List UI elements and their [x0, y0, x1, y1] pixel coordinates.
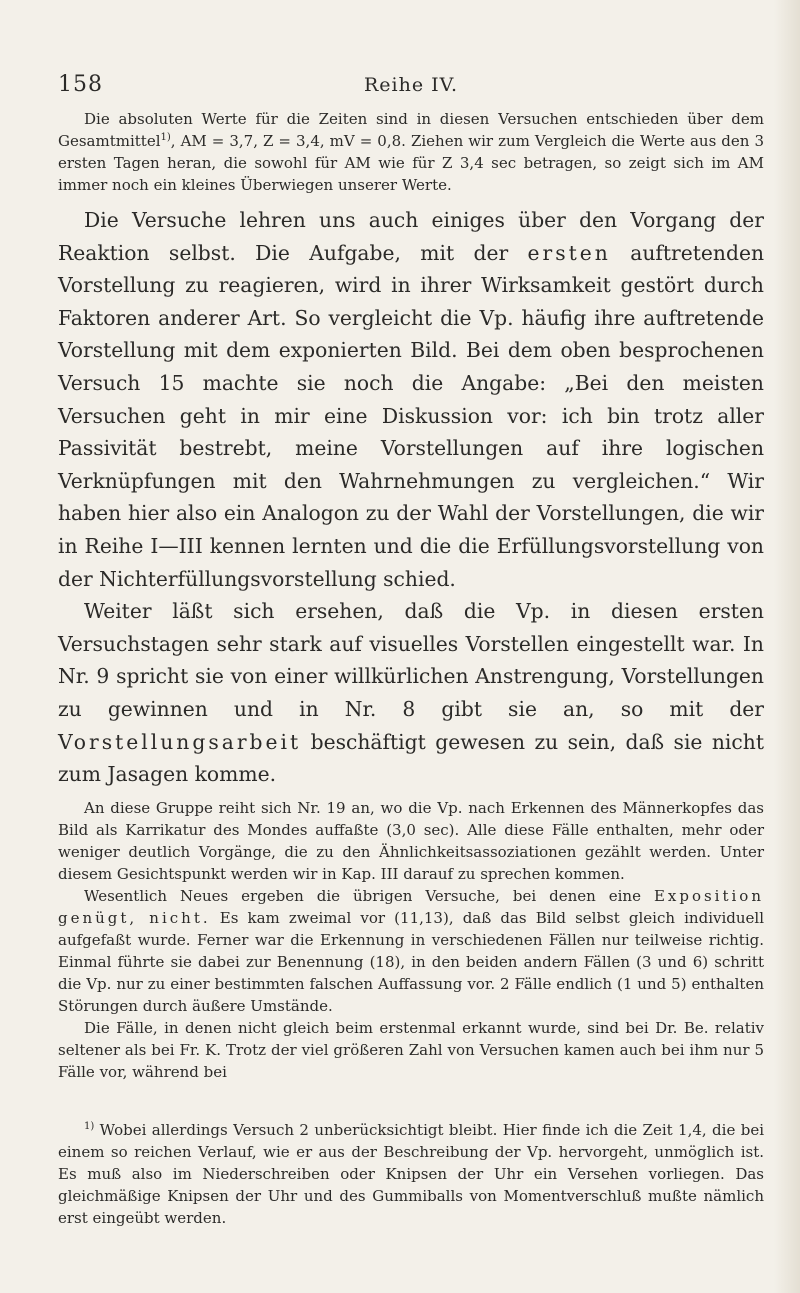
paragraph-2-text-b: auftretenden Vorstellung zu reagieren, wird in ihrer Wirksamkeit gestört durch Faktoren anderer Art. So vergleicht die Vp. häufig ihre auftretende Vorstellung mit dem exponierten Bild. Bei dem oben besprochenen Versuch 15 machte sie noch die Angabe: „Bei den meisten Versuchen geht in mir eine Diskussion vor: ich bin trotz aller Passivität bestrebt, meine Vorstellungen auf ihre logischen Verknüpfungen mit den Wahrnehmungen zu vergleichen.“ Wir haben hier also ein Analogon zu der Wahl der Vorstellungen, die wir in Reihe I—III kennen lernten und die die Erfüllungsvorstellung von der Nichterfüllungsvorstellung schied.: [58, 240, 765, 591]
paragraph-3-text-b: beschäftigt gewesen zu sein, daß sie nicht zum Jasagen komme.: [58, 729, 764, 787]
paragraph-5: [58, 885, 764, 1017]
paragraph-1-text-b: , AM = 3,7, Z = 3,4, mV = 0,8. Ziehen wir zum Vergleich die Werte aus den 3 ersten Tagen heran, die sowohl für AM wie für Z 3,4 sec betragen, so zeigt sich im AM immer noch ein kleines Überwiegen unserer Werte.: [58, 132, 764, 194]
paragraph-2-text-a: Die Versuche lehren uns auch einiges über den Vorgang der Reaktion selbst. Die Aufgabe, mit der: [58, 208, 764, 265]
paragraph-4: [58, 797, 764, 885]
footnote-marker: 1): [84, 1120, 95, 1132]
paragraph-5-spaced-phrase: Exposition genügt, nicht.: [58, 886, 764, 927]
paragraph-2: [58, 204, 764, 595]
book-page: [58, 72, 764, 1229]
paragraph-6-text: Die Fälle, in denen nicht gleich beim erstenmal erkannt wurde, sind bei Dr. Be. relativ seltener als bei Fr. K. Trotz der viel größeren Zahl von Versuchen kamen auch bei ihm nur 5 Fälle vor, während bei: [58, 1018, 764, 1081]
paragraph-1-text-a: Die absoluten Werte für die Zeiten sind in diesen Versuchen entschieden über dem Gesamtmittel: [58, 110, 764, 150]
page-number: 158: [58, 72, 103, 97]
paragraph-4-text: An diese Gruppe reiht sich Nr. 19 an, wo die Vp. nach Erkennen des Männerkopfes das Bild als Karrikatur des Mondes auffaßte (3,0 sec). Alle diese Fälle enthalten, mehr oder weniger deutlich Vorgänge, die zu den Ähnlichkeitsassoziationen gezählt werden. Unter diesem Gesichtspunkt werden wir in Kap. III darauf zu sprechen kommen.: [58, 798, 764, 883]
page-header: [58, 72, 764, 108]
running-head: Reihe IV.: [363, 74, 459, 96]
footnote-text: Wobei allerdings Versuch 2 unberücksichtigt bleibt. Hier finde ich die Zeit 1,4, die bei einem so reichen Verlauf, wie er aus der Beschreibung der Vp. hervorgeht, unmöglich ist. Es muß also im Niederschreiben oder Knipsen der Uhr ein Versehen vorliegen. Das gleichmäßige Knipsen der Uhr und des Gummiballs von Momentverschluß mußte nämlich erst eingeübt werden.: [58, 1120, 764, 1227]
paragraph-3: [58, 595, 764, 791]
paragraph-5-text-a: Wesentlich Neues ergeben die übrigen Versuche, bei denen eine: [84, 886, 641, 905]
page-edge-shadow: [774, 0, 800, 1293]
paragraph-1: [58, 108, 764, 196]
paragraph-5-text-b: Es kam zweimal vor (11,13), daß das Bild selbst gleich individuell aufgefaßt wurde. Ferner war die Erkennung in verschiedenen Fällen nur teilweise richtig. Einmal führte sie dabei zur Benennung (18), in den beiden andern Fällen (3 und 6) schritt die Vp. nur zu einer bestimmten falschen Auffassung vor. 2 Fälle endlich (1 und 5) enthalten Störungen durch äußere Umstände.: [58, 908, 764, 1015]
paragraph-2-spaced-word: ersten: [527, 240, 611, 265]
paragraph-3-text-a: Weiter läßt sich ersehen, daß die Vp. in diesen ersten Versuchstagen sehr stark auf visuelles Vorstellen eingestellt war. In Nr. 9 spricht sie von einer willkürlichen Anstrengung, Vorstellungen zu gewinnen und in Nr. 8 gibt sie an, so mit der: [58, 599, 764, 721]
paragraph-3-spaced-word: Vorstellungsarbeit: [58, 729, 302, 754]
footnote: [58, 1119, 764, 1229]
footnote-reference: 1): [160, 132, 171, 143]
paragraph-6: [58, 1017, 764, 1083]
